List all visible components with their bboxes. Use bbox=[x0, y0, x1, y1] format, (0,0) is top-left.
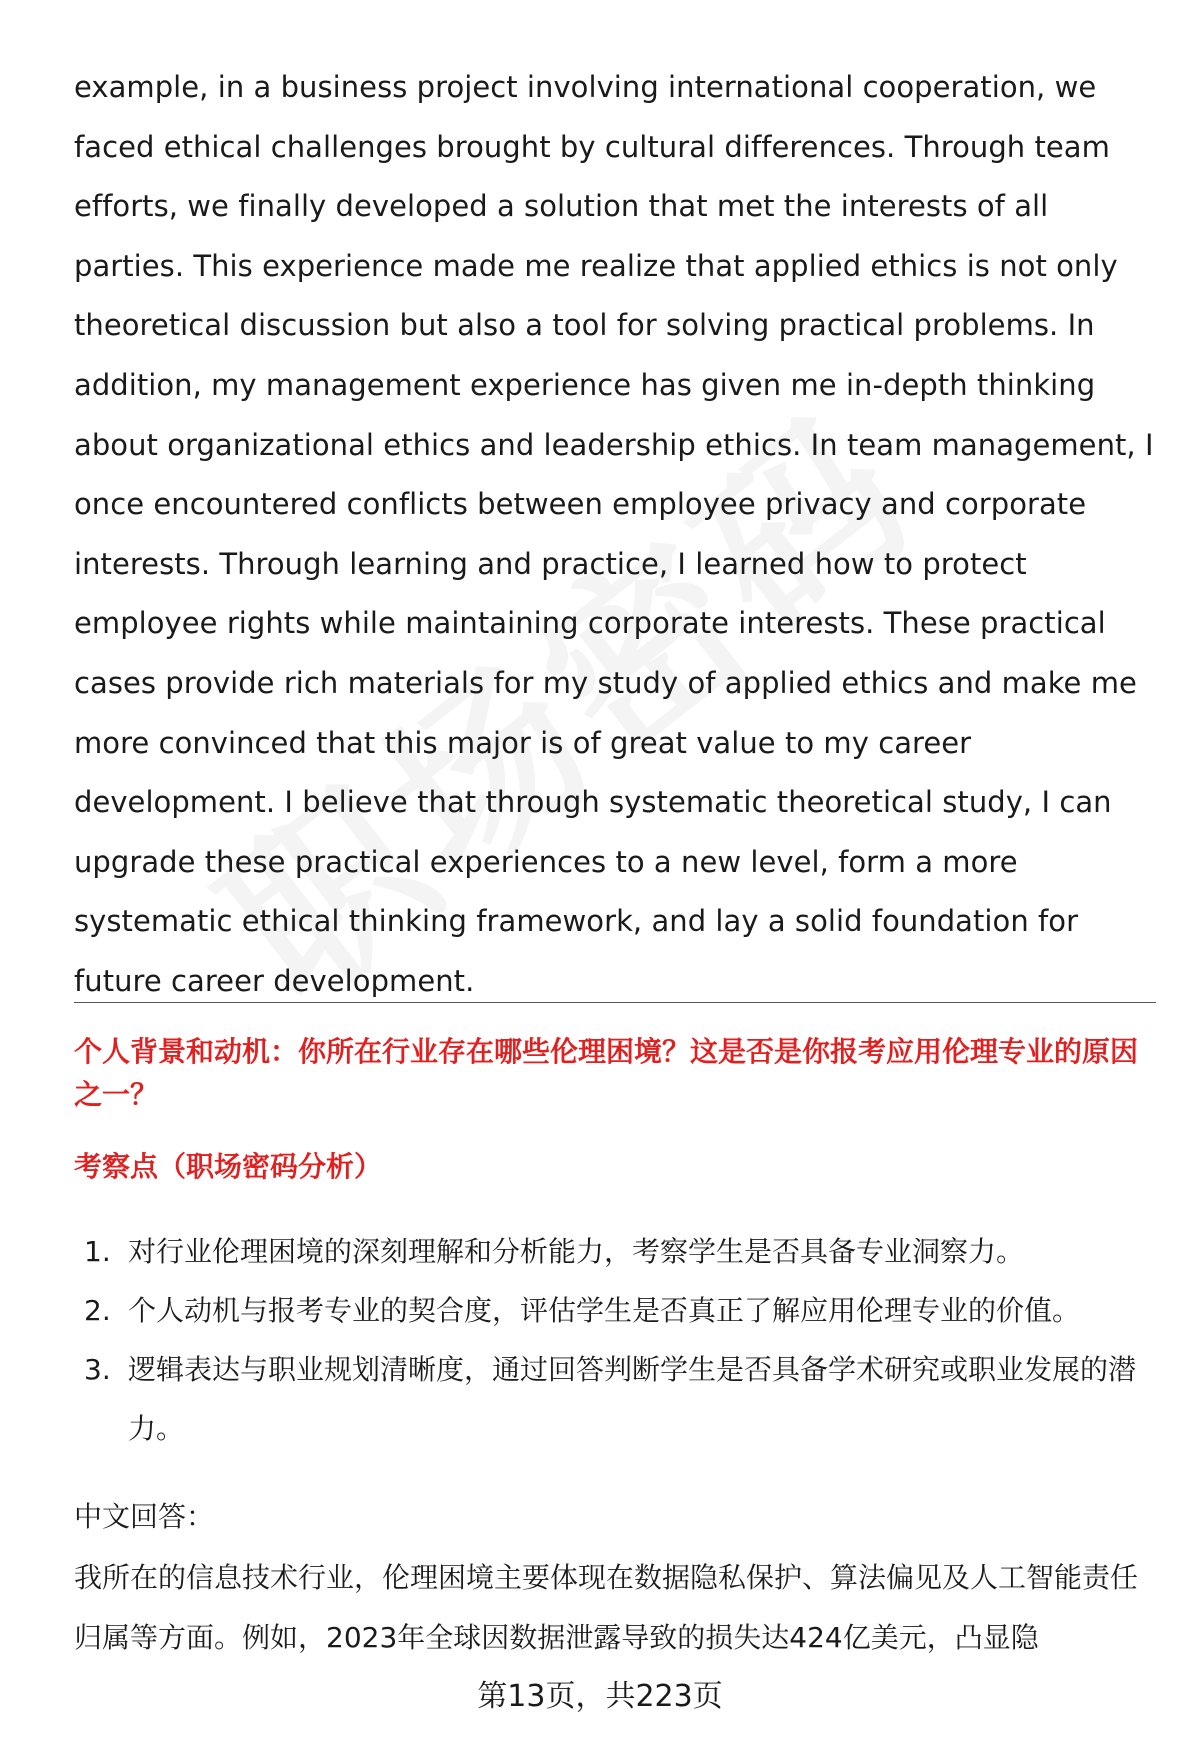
page-number: 第13页，共223页 bbox=[477, 1679, 723, 1714]
chinese-answer-label: 中文回答： bbox=[74, 1500, 215, 1533]
list-item-text: 个人动机与报考专业的契合度，评估学生是否真正了解应用伦理专业的价值。 bbox=[128, 1294, 1081, 1327]
english-answer-section bbox=[74, 58, 1156, 1012]
list-item-text: 对行业伦理困境的深刻理解和分析能力，考察学生是否具备专业洞察力。 bbox=[128, 1235, 1025, 1268]
question-heading: 个人背景和动机：你所在行业存在哪些伦理困境？这是否是你报考应用伦理专业的原因之一？ bbox=[74, 1035, 1139, 1111]
list-item bbox=[74, 1340, 1156, 1458]
english-paragraph: example, in a business project involving international cooperation, we faced ethical challenges brought by cultural differences. Through team efforts, we finally developed a solution that met the interests of all parties. This experience made me realize that applied ethics is not only theoretical discussion but also a tool for solving practical problems. In addition, my management experience has given me in-depth thinking about organizational ethics and leadership ethics. In team management, I once encountered conflicts between employee privacy and corporate interests. Through learning and practice, I learned how to protect employee rights while maintaining corporate interests. These practical cases provide rich materials for my study of applied ethics and make me more convinced that this major is of great value to my career development. I believe that through systematic theoretical study, I can upgrade these practical experiences to a new level, form a more systematic ethical thinking framework, and lay a solid foundation for future career development. bbox=[74, 70, 1154, 998]
list-item-number: 1. bbox=[84, 1235, 111, 1268]
assessment-points-list bbox=[74, 1222, 1156, 1458]
list-item-number: 2. bbox=[84, 1294, 111, 1327]
list-item-number: 3. bbox=[84, 1353, 111, 1386]
list-item-text: 逻辑表达与职业规划清晰度，通过回答判断学生是否具备学术研究或职业发展的潜力。 bbox=[128, 1353, 1137, 1445]
list-item bbox=[74, 1281, 1156, 1340]
chinese-answer-text: 我所在的信息技术行业，伦理困境主要体现在数据隐私保护、算法偏见及人工智能责任归属等方面。例如，2023年全球因数据泄露导致的损失达424亿美元，凸显隐 bbox=[74, 1561, 1139, 1654]
section-divider bbox=[74, 1002, 1156, 1003]
list-item bbox=[74, 1222, 1156, 1281]
assessment-points-title: 考察点（职场密码分析） bbox=[74, 1150, 383, 1183]
